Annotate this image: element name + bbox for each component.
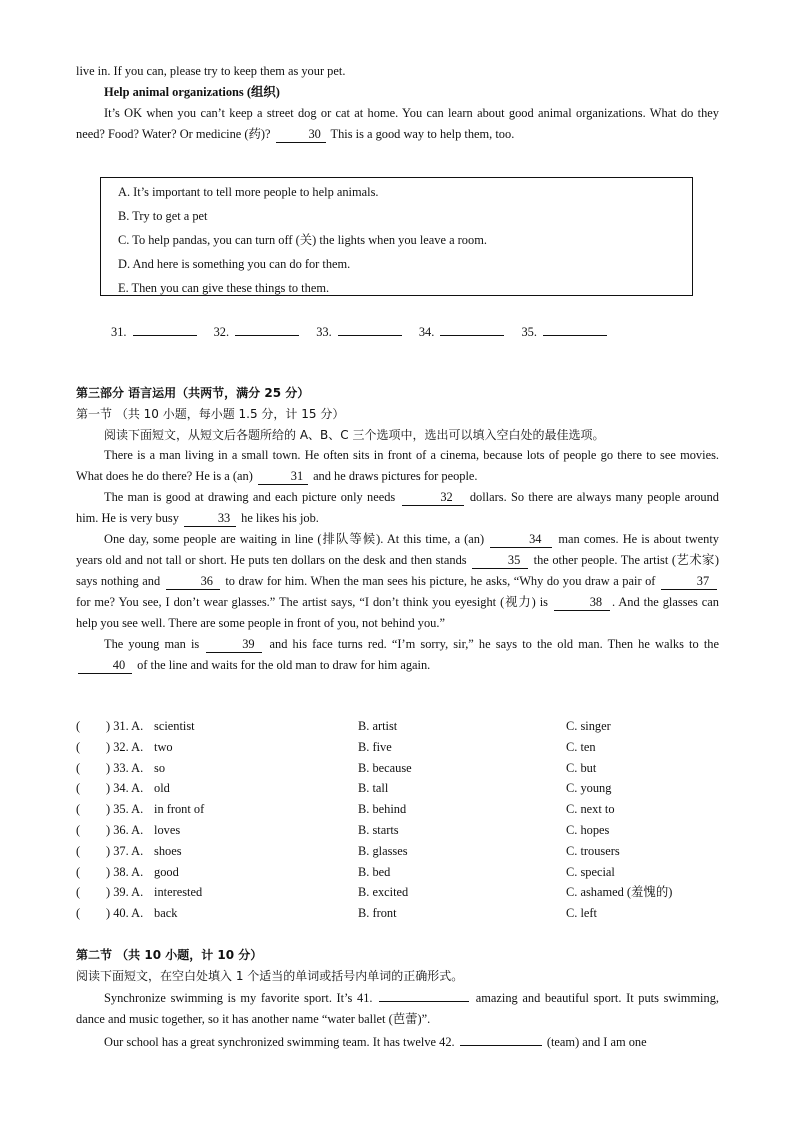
choice-a[interactable]: loves [154,823,181,837]
option-c: C. To help pandas, you can turn off (关) the lights when you leave a room. [118,233,487,247]
blank-35[interactable]: 35 [472,553,528,569]
choice-a[interactable]: good [154,864,179,879]
options-box [100,177,693,296]
answer-blank[interactable] [338,321,402,336]
answer-blank[interactable] [235,321,299,336]
answer-blank[interactable] [133,321,197,336]
question-row [76,799,726,820]
choice-b[interactable]: B. artist [358,719,398,733]
choice-c[interactable]: C. singer [566,719,611,733]
choice-c[interactable]: C. trousers [566,843,620,858]
answer-paren[interactable]: ( [76,843,81,858]
option-a: A. It’s important to tell more people to help animals. [118,185,379,199]
section1-title: 第一节 （共 10 小题，每小题 1.5 分，计 15 分） [76,407,345,421]
question-number: ) 37. A. [106,843,144,858]
sentence: It’s OK when you can’t keep a street dog or cat at home. You can learn about good animal organizations. [104,106,646,120]
answer-paren[interactable]: ( [76,781,81,796]
question-row [76,716,726,737]
blank-40[interactable]: 40 [78,658,132,674]
question-number: ) 31. A. [106,719,144,733]
question-row [76,778,726,799]
section2-passage [76,986,719,1053]
choice-b[interactable]: B. glasses [358,843,408,858]
answer-paren[interactable]: ( [76,885,81,900]
answer-paren[interactable]: ( [76,760,81,775]
answer-row [111,321,621,343]
choice-c[interactable]: C. next to [566,802,615,817]
choice-a[interactable]: interested [154,885,203,900]
question-number: ) 39. A. [106,885,144,900]
story-passage [76,445,719,676]
answer-blank[interactable] [440,321,504,336]
choice-a[interactable]: back [154,906,178,921]
paragraph: Our school has a great synchronized swimming team. It has twelve 42. (team) and I am one [76,1030,719,1053]
answer-slot: 33. [316,321,402,343]
question-row [76,820,726,841]
choice-b[interactable]: B. excited [358,885,409,900]
choice-c[interactable]: C. ten [566,739,596,754]
paragraph: The man is good at drawing and each picture only needs 32 dollars. So there are always many people around him. He is very busy 33 he likes his job. [76,490,719,525]
section1-instruction: 阅读下面短文，从短文后各题所给的 A、B、C 三个选项中，选出可以填入空白处的最佳选项。 [104,428,605,442]
part3-title: 第三部分 语言运用（共两节，满分 25 分） [76,386,310,400]
choice-c[interactable]: C. special [566,864,615,879]
answer-slot: 32. [214,321,300,343]
question-row [76,841,726,862]
answer-paren[interactable]: ( [76,823,81,837]
blank-37[interactable]: 37 [661,574,717,590]
choice-b[interactable]: B. tall [358,781,389,796]
blank-34[interactable]: 34 [490,532,552,548]
question-number: ) 35. A. [106,802,144,817]
blank-32[interactable]: 32 [402,490,464,506]
paragraph: The young man is 39 and his face turns red. “I’m sorry, sir,” he says to the old man. Then he walks to the 40 of the line and waits for the old man to draw for him again. [76,634,719,676]
passage-top [76,61,719,145]
answer-paren[interactable]: ( [76,739,81,754]
choice-b[interactable]: B. starts [358,823,399,837]
choice-a[interactable]: two [154,739,173,754]
blank-30[interactable]: 30 [276,127,326,143]
choice-b[interactable]: B. behind [358,802,407,817]
choice-a[interactable]: so [154,760,166,775]
section2-title: 第二节 （共 10 小题，计 10 分） [76,948,263,962]
choice-c[interactable]: C. hopes [566,823,610,837]
blank-36[interactable]: 36 [166,574,220,590]
choice-a[interactable]: old [154,781,170,796]
choice-c[interactable]: C. left [566,906,597,921]
answer-paren[interactable]: ( [76,802,81,817]
blank-42[interactable] [460,1030,542,1046]
answer-paren[interactable]: ( [76,864,81,879]
blank-31[interactable]: 31 [258,469,308,485]
option-e: E. Then you can give these things to them. [118,281,330,295]
answer-blank[interactable] [543,321,607,336]
question-number: ) 32. A. [106,739,144,754]
sentence: This is a good way to help them, too. [330,127,515,141]
question-number: ) 36. A. [106,823,144,837]
paragraph: Synchronize swimming is my favorite sport. It’s 41. amazing and beautiful sport. It puts swimming, dance and music together, so it has another name “water ballet (芭蕾)”. [76,986,719,1030]
choice-c[interactable]: C. ashamed (羞愧的) [566,885,673,900]
choice-c[interactable]: C. young [566,781,612,796]
answer-slot: 34. [419,321,505,343]
question-row [76,737,726,758]
answer-paren[interactable]: ( [76,719,81,733]
paragraph [76,103,719,145]
choice-b[interactable]: B. bed [358,864,391,879]
choice-c[interactable]: C. but [566,760,597,775]
continuation-line: live in. If you can, please try to keep them as your pet. [76,64,346,78]
choice-b[interactable]: B. because [358,760,412,775]
choice-a[interactable]: shoes [154,843,182,858]
choice-a[interactable]: scientist [154,719,195,733]
question-number: ) 38. A. [106,864,144,879]
question-row [76,882,726,903]
question-row [76,903,726,924]
choice-a[interactable]: in front of [154,802,205,817]
blank-38[interactable]: 38 [554,595,610,611]
choice-b[interactable]: B. front [358,906,397,921]
option-b: B. Try to get a pet [118,209,208,223]
blank-41[interactable] [379,986,469,1002]
question-row [76,758,726,779]
section2-instruction: 阅读下面短文，在空白处填入 1 个适当的单词或括号内单词的正确形式。 [76,969,464,983]
section-heading: Help animal organizations (组织) [104,85,280,99]
blank-33[interactable]: 33 [184,511,236,527]
question-number: ) 33. A. [106,760,144,775]
answer-slot: 31. [111,321,197,343]
answer-slot: 35. [521,321,607,343]
choice-b[interactable]: B. five [358,739,392,754]
paragraph: There is a man living in a small town. He often sits in front of a cinema, because lots of people go there to see movies. What does he do there? He is a (an) 31 and he draws pictures for people. [76,448,719,483]
blank-39[interactable]: 39 [206,637,262,653]
paragraph: One day, some people are waiting in line (排队等候). At this time, a (an) 34 man comes. He is about twenty years old and not tall or short. He puts ten dollars on the desk and then stands 35 the other people. The artist (艺术家) says nothing and 36 to draw for him. When the man sees his picture, he asks, “Why do you draw a pair of 37 for me? You see, I don’t wear glasses.” The artist says, “I don’t think you eyesight (视力) is 38 . And the glasses can help you see well. There are some people in front of you, not behind you.” [76,532,719,630]
option-d: D. And here is something you can do for them. [118,257,351,271]
question-row [76,862,726,883]
sentence: What do they need? Food? Water? Or medicine (药)? [76,106,719,141]
question-number: ) 34. A. [106,781,144,796]
answer-paren[interactable]: ( [76,906,81,921]
question-number: ) 40. A. [106,906,144,921]
